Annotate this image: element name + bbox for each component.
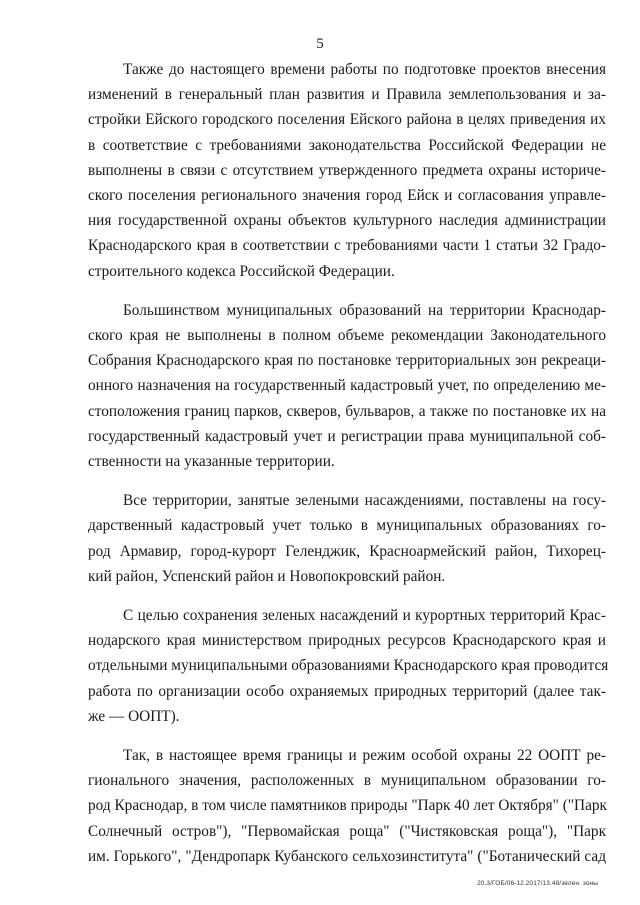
text-line: им. Горького", "Дендропарк Кубанского сельхозинститута" ("Ботанический сад	[88, 847, 606, 865]
text-line: ственности на указанные территории.	[88, 453, 335, 471]
text-line: выполнены в связи с отсутствием утвержденного предмета охраны историче-	[88, 161, 606, 179]
text-line: род Армавир, город-курорт Геленджик, Красноармейский район, Тихорец-	[88, 542, 606, 560]
text-line: С целью сохранения зеленых насаждений и курортных территорий Крас-	[123, 607, 606, 625]
paragraph	[88, 488, 606, 589]
text-line: государственный кадастровый учет и регистрации права муниципальной соб-	[88, 427, 606, 445]
text-line: онного назначения на государственный кадастровый учет, по определению ме-	[88, 377, 606, 395]
text-line: нодарского края министерством природных ресурсов Краснодарского края и	[88, 632, 606, 650]
text-line: гионального значения, расположенных в муниципальном образовании го-	[88, 772, 606, 790]
page-number: 5	[316, 36, 324, 52]
text-line: Краснодарского края в соответствии с требованиями части 1 статьи 32 Градо-	[88, 237, 606, 255]
text-line: работа по организации особо охраняемых природных территорий (далее так-	[88, 682, 606, 700]
text-line: стройки Ейского городского поселения Ейского района в целях приведения их	[88, 111, 606, 129]
text-line: кий район, Успенский район и Новопокровский район.	[88, 567, 446, 585]
text-line: отдельными муниципальными образованиями Краснодарского края проводится	[88, 657, 609, 675]
paragraph	[88, 298, 606, 474]
paragraph	[88, 743, 606, 869]
text-line: изменений в генеральный план развития и Правила землепользования и за-	[88, 86, 606, 104]
paragraph	[88, 57, 606, 284]
text-line: Большинством муниципальных образований на территории Краснодар-	[123, 301, 606, 319]
paragraph	[88, 603, 609, 729]
text-line: в соответствие с требованиями законодательства Российской Федерации не	[88, 136, 606, 154]
text-line: ского края не выполнены в полном объеме рекомендации Законодательного	[88, 327, 606, 345]
text-line: ского поселения регионального значения город Ейск и согласования управле-	[88, 187, 606, 205]
text-line: стоположения границ парков, скверов, бульваров, а также по постановке их на	[88, 402, 606, 420]
text-line: дарственный кадастровый учет только в муниципальных образованиях го-	[88, 517, 606, 535]
text-line: Так, в настоящее время границы и режим особой охраны 22 ООПТ ре-	[123, 747, 606, 765]
text-line: род Краснодар, в том числе памятников природы "Парк 40 лет Октября" ("Парк	[88, 797, 607, 815]
text-line: ния государственной охраны объектов культурного наследия администрации	[88, 212, 606, 230]
text-line: Собрания Краснодарского края по постановке территориальных зон рекреаци-	[88, 352, 606, 370]
footer-document-code: 20.3/ГОБ/06-12.2017/13.48/зелен. зоны	[477, 880, 598, 887]
text-line: Солнечный остров"), "Первомайская роща" ("Чистяковская роща"), "Парк	[88, 822, 606, 840]
document-body	[88, 57, 609, 883]
text-line: Все территории, занятые зелеными насаждениями, поставлены на госу-	[123, 492, 606, 510]
text-line: же — ООПТ).	[88, 707, 180, 725]
text-line: строительного кодекса Российской Федерации.	[88, 262, 395, 280]
text-line: Также до настоящего времени работы по подготовке проектов внесения	[123, 61, 606, 78]
